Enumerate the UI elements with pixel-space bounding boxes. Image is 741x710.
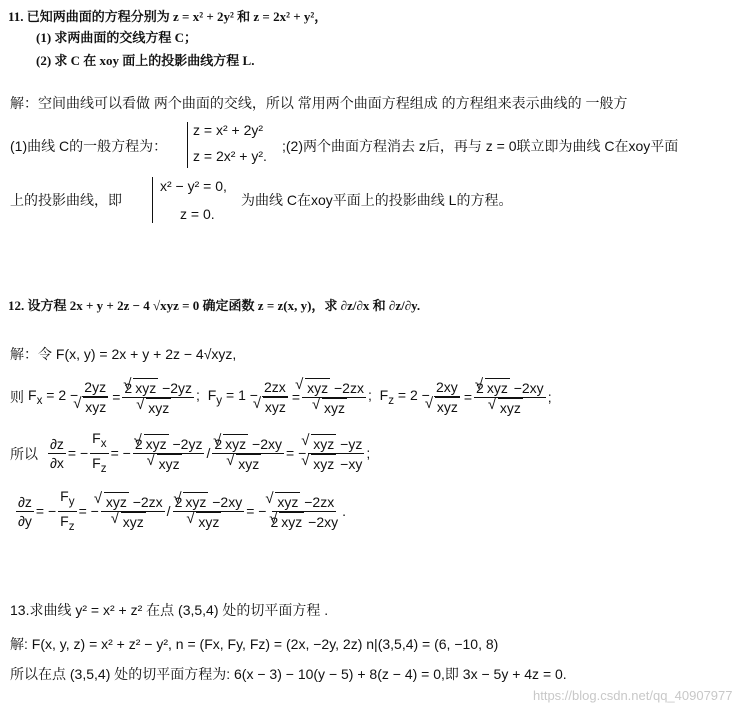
dz-dy-line: $\frac{\partial z}{\partial y}$ = − $\frac{F_y}{F_z}$ = − √ xyz −2zx √ xyz / 2√ xyz −2xy √ xyz = − √ $\frac{\text{xyz −2zx}}{\text{2√ xyz −2xy}}$ . xyxy=(14,486,346,536)
system-1-eq-1: z = x² + 2y² xyxy=(193,122,264,138)
problem-11-question-1: (1) 求两曲面的交线方程 C； xyxy=(36,30,198,45)
problem-11-question-2: (2) 求 C 在 xoy 面上的投影曲线方程 L. xyxy=(36,53,255,68)
problem-13-title: 13.求曲线 y² = x² + z² 在点 (3,5,4) 处的切平面方程 . xyxy=(10,602,329,618)
system-brace-2 xyxy=(152,177,153,223)
problem-12-let: 解：令 F(x, y) = 2x + y + 2z − 4√xyz, xyxy=(10,346,237,362)
dz-dx-line: $\frac{\partial z}{\partial x}$ = − $\frac{F_x}{F_z}$ = − 2√ xyz −2yz √ xyz / 2√ xyz −2xy √ xyz = − √ xyz −yz √ xyz −xy ; xyxy=(46,428,370,478)
partials-line: $F_x = 2$ − 2yz √ xyz = 2√ xyz −2yz √ xyz ; $F_y = 1$ − 2zx √ xyz = √ xyz −2zx √ xyz ; $F_z = 2$ − 2xy √ xyz = 2√ xyz −2xy √ xyz ; xyxy=(28,372,552,422)
problem-12-so-label: 所以 xyxy=(10,446,38,462)
watermark-url: https://blog.csdn.net/qq_40907977 xyxy=(533,688,733,703)
system-2-eq-2: z = 0. xyxy=(180,206,215,222)
problem-11-answer-1-suffix: ;(2)两个曲面方程消去 z后，再与 z = 0联立即为曲线 C在xoy平面 xyxy=(282,138,679,154)
problem-11-title: 11. 已知两曲面的方程分别为 z = x² + 2y² 和 z = 2x² + y²， xyxy=(8,9,328,24)
problem-11-solution-intro: 解：空间曲线可以看做 两个曲面的交线，所以 常用两个曲面方程组成 的方程组来表示曲线的 一般方 xyxy=(10,95,628,111)
system-brace-1 xyxy=(187,122,188,168)
system-1-eq-2: z = 2x² + y². xyxy=(193,148,267,164)
problem-13-solution: 解: F(x, y, z) = x² + z² − y², n = (Fx, Fy, Fz) = (2x, −2y, 2z) n|(3,5,4) = (6, −10, 8) xyxy=(10,636,499,652)
problem-11-answer-2-prefix: 上的投影曲线，即 xyxy=(10,192,122,208)
problem-11-answer-2-suffix: 为曲线 C在xoy平面上的投影曲线 L的方程。 xyxy=(241,192,513,208)
problem-13-answer: 所以在点 (3,5,4) 处的切平面方程为: 6(x − 3) − 10(y − 5) + 8(z − 4) = 0,即 3x − 5y + 4z = 0. xyxy=(10,666,567,682)
problem-12-then-label: 则 xyxy=(10,389,24,405)
problem-12-title: 12. 设方程 2x + y + 2z − 4 √xyz = 0 确定函数 z = z(x, y)，求 ∂z/∂x 和 ∂z/∂y. xyxy=(8,298,421,313)
problem-11-answer-1-prefix: (1)曲线 C的一般方程为： xyxy=(10,138,168,154)
system-2-eq-1: x² − y² = 0, xyxy=(160,178,227,194)
